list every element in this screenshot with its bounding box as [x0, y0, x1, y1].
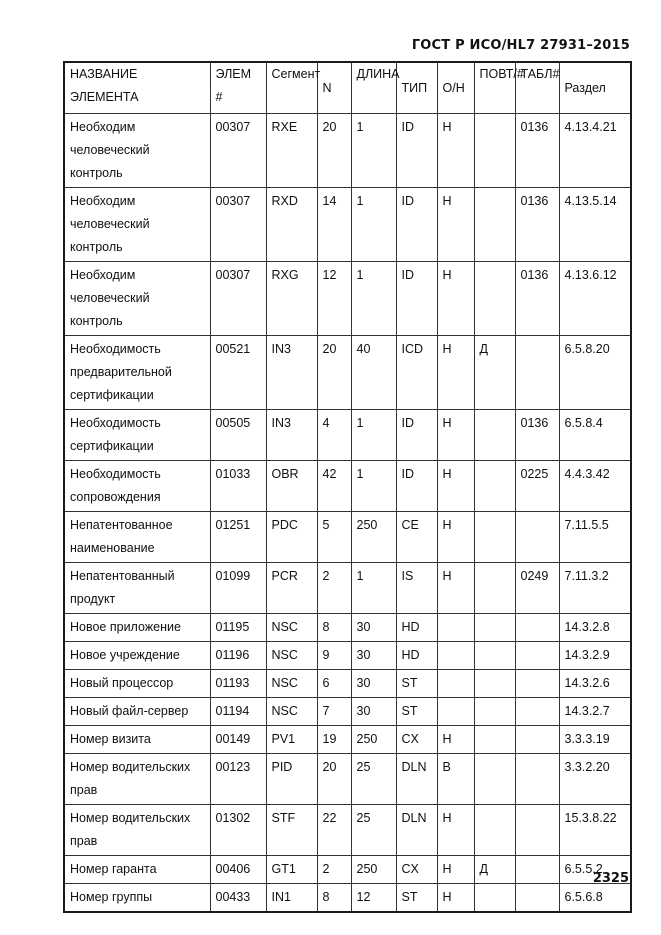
cell-len: 1 [351, 563, 396, 614]
cell-seg: IN3 [266, 336, 317, 410]
cell-elem: 01033 [210, 461, 266, 512]
cell-on: Н [437, 188, 474, 262]
table-row [64, 805, 631, 856]
cell-len: 12 [351, 884, 396, 913]
cell-section: 6.5.8.4 [559, 410, 631, 461]
cell-elem: 00406 [210, 856, 266, 884]
cell-rep [474, 670, 515, 698]
cell-elem: 00307 [210, 114, 266, 188]
cell-n: 2 [317, 856, 351, 884]
cell-on [437, 642, 474, 670]
cell-rep [474, 410, 515, 461]
page-number: 2325 [592, 871, 629, 886]
cell-seg: PDC [266, 512, 317, 563]
cell-tab: 0136 [515, 410, 559, 461]
cell-elem: 01196 [210, 642, 266, 670]
cell-len: 40 [351, 336, 396, 410]
table-row [64, 614, 631, 642]
cell-type: DLN [396, 754, 437, 805]
cell-elem: 01099 [210, 563, 266, 614]
cell-section: 7.11.3.2 [559, 563, 631, 614]
cell-type: ID [396, 410, 437, 461]
cell-section: 14.3.2.9 [559, 642, 631, 670]
cell-on: Н [437, 512, 474, 563]
cell-on: Н [437, 336, 474, 410]
cell-seg: OBR [266, 461, 317, 512]
cell-n: 19 [317, 726, 351, 754]
cell-name: Необходим человеческий контроль [64, 114, 210, 188]
cell-seg: PID [266, 754, 317, 805]
cell-section: 4.13.4.21 [559, 114, 631, 188]
cell-on: Н [437, 563, 474, 614]
cell-type: DLN [396, 805, 437, 856]
cell-section: 4.13.6.12 [559, 262, 631, 336]
cell-name: Номер водительских прав [64, 805, 210, 856]
cell-rep [474, 805, 515, 856]
cell-section: 6.5.6.8 [559, 884, 631, 913]
cell-seg: NSC [266, 698, 317, 726]
cell-rep [474, 512, 515, 563]
cell-n: 12 [317, 262, 351, 336]
cell-on: Н [437, 410, 474, 461]
column-header-rep: ПОВТ/# [474, 62, 515, 114]
cell-elem: 00307 [210, 188, 266, 262]
table-row [64, 461, 631, 512]
cell-name: Номер водительских прав [64, 754, 210, 805]
cell-name: Необходим человеческий контроль [64, 188, 210, 262]
cell-on: Н [437, 262, 474, 336]
cell-section: 3.3.2.20 [559, 754, 631, 805]
cell-elem: 00307 [210, 262, 266, 336]
cell-seg: RXE [266, 114, 317, 188]
cell-seg: RXD [266, 188, 317, 262]
cell-on: Н [437, 461, 474, 512]
cell-type: HD [396, 614, 437, 642]
cell-type: ID [396, 188, 437, 262]
cell-name: Новый файл-сервер [64, 698, 210, 726]
table-row [64, 642, 631, 670]
cell-rep [474, 262, 515, 336]
cell-rep [474, 698, 515, 726]
cell-on: В [437, 754, 474, 805]
cell-len: 250 [351, 512, 396, 563]
cell-tab: 0136 [515, 114, 559, 188]
cell-rep: Д [474, 336, 515, 410]
cell-tab: 0249 [515, 563, 559, 614]
cell-section: 15.3.8.22 [559, 805, 631, 856]
cell-rep [474, 563, 515, 614]
cell-rep [474, 614, 515, 642]
table-row [64, 114, 631, 188]
cell-tab [515, 884, 559, 913]
cell-len: 25 [351, 754, 396, 805]
cell-len: 30 [351, 670, 396, 698]
cell-tab [515, 698, 559, 726]
cell-len: 1 [351, 461, 396, 512]
cell-len: 1 [351, 262, 396, 336]
cell-rep [474, 726, 515, 754]
cell-len: 25 [351, 805, 396, 856]
cell-on [437, 614, 474, 642]
cell-section: 14.3.2.7 [559, 698, 631, 726]
cell-type: ID [396, 461, 437, 512]
cell-type: HD [396, 642, 437, 670]
cell-seg: PCR [266, 563, 317, 614]
cell-name: Необходим человеческий контроль [64, 262, 210, 336]
cell-rep [474, 754, 515, 805]
table-row [64, 410, 631, 461]
cell-len: 1 [351, 114, 396, 188]
cell-len: 30 [351, 614, 396, 642]
cell-on: Н [437, 856, 474, 884]
cell-on: Н [437, 805, 474, 856]
cell-tab [515, 336, 559, 410]
cell-section: 7.11.5.5 [559, 512, 631, 563]
cell-on: Н [437, 726, 474, 754]
table-row [64, 856, 631, 884]
cell-tab: 0136 [515, 188, 559, 262]
cell-n: 20 [317, 336, 351, 410]
cell-on [437, 698, 474, 726]
table-row [64, 563, 631, 614]
cell-tab [515, 805, 559, 856]
cell-seg: NSC [266, 614, 317, 642]
cell-tab [515, 726, 559, 754]
cell-tab [515, 642, 559, 670]
cell-seg: STF [266, 805, 317, 856]
cell-name: Необходимость сертификации [64, 410, 210, 461]
cell-n: 6 [317, 670, 351, 698]
cell-n: 22 [317, 805, 351, 856]
cell-name: Необходимость предварительной сертификации [64, 336, 210, 410]
cell-len: 1 [351, 410, 396, 461]
cell-n: 9 [317, 642, 351, 670]
document-standard-code: ГОСТ Р ИСО/HL7 27931–2015 [411, 38, 630, 53]
cell-section: 14.3.2.6 [559, 670, 631, 698]
cell-elem: 01251 [210, 512, 266, 563]
cell-type: CE [396, 512, 437, 563]
column-header-type: ТИП [396, 62, 437, 114]
table-row [64, 188, 631, 262]
cell-n: 2 [317, 563, 351, 614]
cell-elem: 00123 [210, 754, 266, 805]
cell-on [437, 670, 474, 698]
cell-n: 8 [317, 884, 351, 913]
cell-len: 250 [351, 726, 396, 754]
cell-n: 7 [317, 698, 351, 726]
column-header-elem: ЭЛЕМ # [210, 62, 266, 114]
cell-section: 6.5.5.2 [559, 856, 631, 884]
cell-type: ST [396, 698, 437, 726]
column-header-section: Раздел [559, 62, 631, 114]
cell-type: IS [396, 563, 437, 614]
cell-seg: NSC [266, 670, 317, 698]
table-row [64, 336, 631, 410]
cell-rep [474, 188, 515, 262]
cell-tab: 0225 [515, 461, 559, 512]
cell-tab [515, 856, 559, 884]
cell-n: 20 [317, 114, 351, 188]
cell-len: 1 [351, 188, 396, 262]
cell-type: CX [396, 726, 437, 754]
cell-n: 5 [317, 512, 351, 563]
cell-name: Новое учреждение [64, 642, 210, 670]
cell-tab [515, 754, 559, 805]
cell-elem: 00433 [210, 884, 266, 913]
cell-type: ICD [396, 336, 437, 410]
cell-seg: IN3 [266, 410, 317, 461]
cell-type: ID [396, 114, 437, 188]
cell-name: Новый процессор [64, 670, 210, 698]
cell-elem: 01302 [210, 805, 266, 856]
cell-elem: 01193 [210, 670, 266, 698]
cell-name: Номер группы [64, 884, 210, 913]
cell-n: 42 [317, 461, 351, 512]
cell-type: ID [396, 262, 437, 336]
table-row [64, 884, 631, 913]
cell-tab [515, 512, 559, 563]
cell-seg: GT1 [266, 856, 317, 884]
column-header-seg: Сегмент [266, 62, 317, 114]
table-body [64, 114, 631, 913]
cell-elem: 01195 [210, 614, 266, 642]
column-header-name: НАЗВАНИЕ ЭЛЕМЕНТА [64, 62, 210, 114]
cell-type: ST [396, 884, 437, 913]
cell-name: Непатентованный продукт [64, 563, 210, 614]
cell-seg: NSC [266, 642, 317, 670]
cell-len: 30 [351, 642, 396, 670]
cell-elem: 00505 [210, 410, 266, 461]
table-row [64, 754, 631, 805]
cell-rep [474, 884, 515, 913]
column-header-n: N [317, 62, 351, 114]
cell-name: Новое приложение [64, 614, 210, 642]
cell-tab [515, 670, 559, 698]
cell-rep [474, 642, 515, 670]
cell-tab [515, 614, 559, 642]
cell-elem: 00521 [210, 336, 266, 410]
cell-seg: IN1 [266, 884, 317, 913]
cell-name: Непатентованное наименование [64, 512, 210, 563]
table-row [64, 262, 631, 336]
cell-name: Необходимость сопровождения [64, 461, 210, 512]
table-row [64, 512, 631, 563]
cell-n: 4 [317, 410, 351, 461]
cell-section: 6.5.8.20 [559, 336, 631, 410]
cell-section: 4.13.5.14 [559, 188, 631, 262]
cell-type: CX [396, 856, 437, 884]
cell-tab: 0136 [515, 262, 559, 336]
column-header-tab: ТАБЛ# [515, 62, 559, 114]
cell-section: 4.4.3.42 [559, 461, 631, 512]
table-row [64, 670, 631, 698]
cell-on: Н [437, 884, 474, 913]
cell-n: 20 [317, 754, 351, 805]
cell-seg: RXG [266, 262, 317, 336]
cell-name: Номер гаранта [64, 856, 210, 884]
cell-n: 14 [317, 188, 351, 262]
cell-name: Номер визита [64, 726, 210, 754]
column-header-len: ДЛИНА [351, 62, 396, 114]
cell-type: ST [396, 670, 437, 698]
table-header-row [64, 62, 631, 114]
cell-seg: PV1 [266, 726, 317, 754]
cell-len: 250 [351, 856, 396, 884]
cell-n: 8 [317, 614, 351, 642]
cell-rep [474, 461, 515, 512]
cell-elem: 00149 [210, 726, 266, 754]
cell-rep: Д [474, 856, 515, 884]
table-row [64, 726, 631, 754]
cell-len: 30 [351, 698, 396, 726]
cell-section: 14.3.2.8 [559, 614, 631, 642]
cell-on: Н [437, 114, 474, 188]
cell-rep [474, 114, 515, 188]
data-elements-table [63, 61, 632, 913]
cell-section: 3.3.3.19 [559, 726, 631, 754]
table-row [64, 698, 631, 726]
cell-elem: 01194 [210, 698, 266, 726]
column-header-on: О/Н [437, 62, 474, 114]
